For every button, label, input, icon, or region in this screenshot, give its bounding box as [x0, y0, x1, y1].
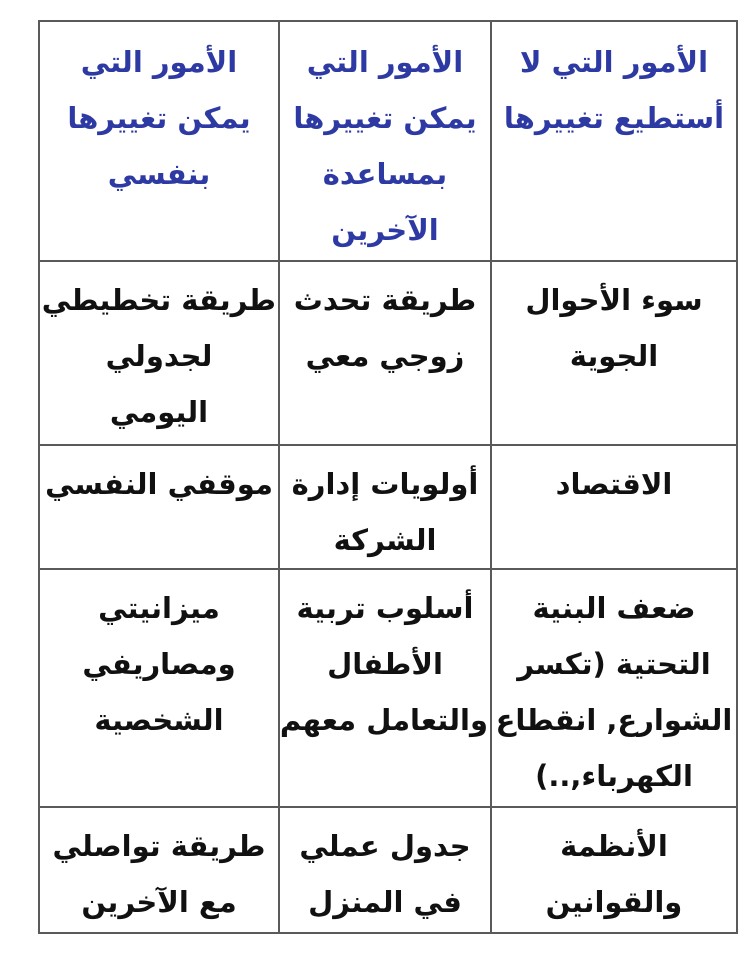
changeable-things-table [38, 20, 738, 934]
table-cell [279, 807, 491, 933]
table-cell [491, 261, 737, 445]
header-cell-line: بمساعدة [322, 157, 448, 191]
header-cannot-change [491, 21, 737, 261]
cell-line: الجوية [569, 339, 659, 373]
table-row [39, 261, 737, 445]
cell-line: الشركة [333, 523, 437, 557]
cell-line: سوء الأحوال [525, 283, 703, 317]
table-cell [279, 261, 491, 445]
header-cell-line: الأمور التي [306, 45, 464, 79]
table-cell [39, 261, 279, 445]
header-cell-line: بنفسي [107, 157, 211, 191]
header-cell-line: الأمور التي [80, 45, 238, 79]
cell-line: ضعف البنية [532, 591, 696, 625]
table-cell [39, 807, 279, 933]
cell-line: التحتية (تكسر [517, 647, 711, 681]
table-row [39, 445, 737, 569]
cell-line: الشخصية [94, 703, 224, 737]
table-cell [491, 807, 737, 933]
cell-line: والتعامل معهم [279, 703, 488, 737]
header-cell-line: الأمور التي لا [519, 45, 709, 79]
cell-line: اليومي [109, 395, 209, 429]
header-cell-line: يمكن تغييرها [67, 101, 251, 135]
cell-line: طريقة تخطيطي [41, 283, 276, 317]
table-cell [39, 445, 279, 569]
cell-line: طريقة تحدث [293, 283, 477, 317]
header-change-with-others [279, 21, 491, 261]
header-change-by-myself [39, 21, 279, 261]
table-cell [279, 445, 491, 569]
cell-line: طريقة تواصلي [52, 829, 266, 863]
cell-line: ومصاريفي [82, 647, 236, 681]
table-cell [39, 569, 279, 807]
cell-line: جدول عملي [299, 829, 471, 863]
cell-line: في المنزل [308, 885, 462, 919]
cell-line: أسلوب تربية [296, 591, 474, 625]
cell-line: الكهرباء,..) [535, 759, 693, 793]
table-row [39, 807, 737, 933]
cell-line: والقوانين [545, 885, 683, 919]
cell-line: لجدولي [105, 339, 213, 373]
table-cell [491, 569, 737, 807]
table-row [39, 569, 737, 807]
cell-line: زوجي معي [305, 339, 465, 373]
cell-line: مع الآخرين [81, 885, 237, 919]
cell-line: أولويات إدارة [291, 467, 479, 501]
table-header-row [39, 21, 737, 261]
header-cell-line: الآخرين [331, 213, 439, 247]
table-cell [279, 569, 491, 807]
cell-line: موقفي النفسي [45, 467, 273, 501]
cell-line: الأنظمة [560, 829, 668, 863]
cell-line: الشوارع, انقطاع [495, 703, 733, 737]
table-cell [491, 445, 737, 569]
cell-line: ميزانيتي [98, 591, 220, 625]
cell-line: الاقتصاد [555, 467, 673, 501]
cell-line: الأطفال [327, 647, 443, 681]
header-cell-line: يمكن تغييرها [293, 101, 477, 135]
header-cell-line: أستطيع تغييرها [503, 101, 725, 135]
